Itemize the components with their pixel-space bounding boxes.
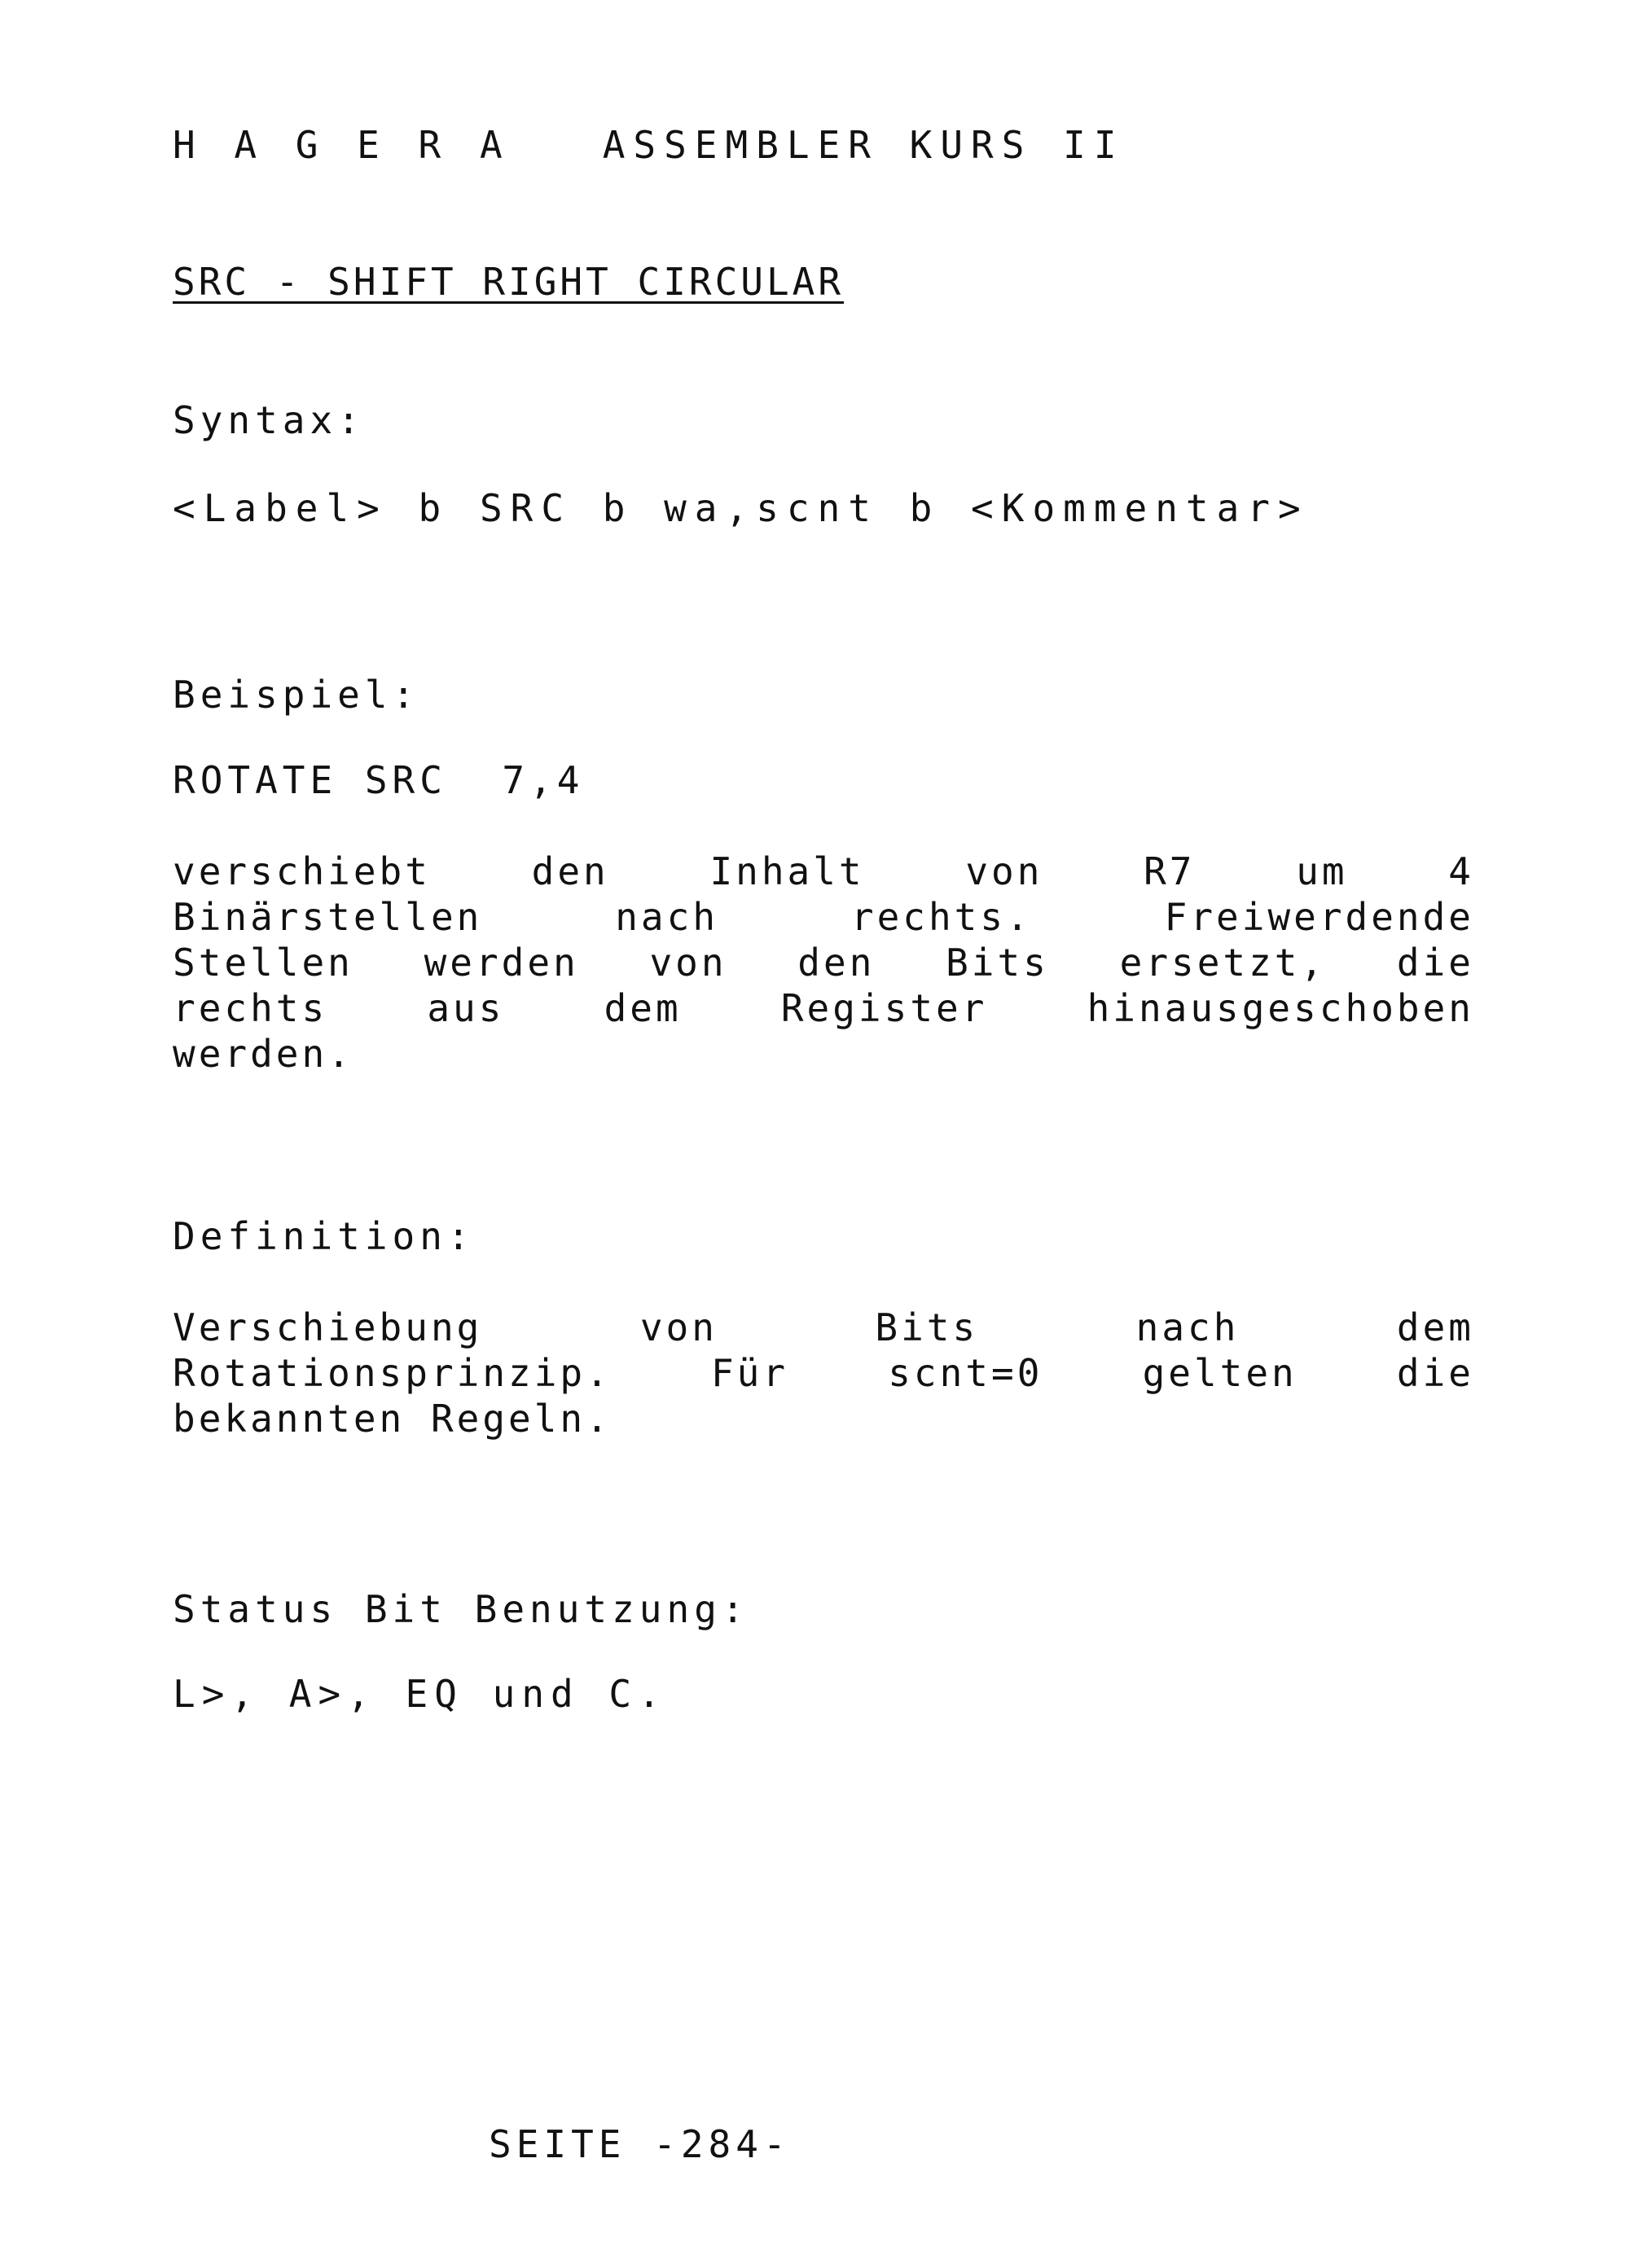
definition-label: Definition:	[173, 1214, 475, 1258]
example-description-line: werden.	[173, 1032, 353, 1076]
page-header: H A G E R A ASSEMBLER KURS II	[173, 123, 1125, 167]
example-description	[173, 849, 1474, 1077]
definition-description-line: Verschiebung von Bits nach dem	[173, 1305, 1474, 1349]
example-description-line: rechts aus dem Register hinausgeschoben	[173, 986, 1474, 1030]
example-description-line: verschiebt den Inhalt von R7 um 4	[173, 849, 1474, 893]
syntax-line: <Label> b SRC b wa,scnt b <Kommentar>	[173, 486, 1309, 530]
syntax-label: Syntax:	[173, 398, 365, 442]
definition-description	[173, 1305, 1474, 1441]
example-description-line: Binärstellen nach rechts. Freiwerdende	[173, 895, 1474, 939]
example-label: Beispiel:	[173, 673, 420, 717]
section-title: SRC - SHIFT RIGHT CIRCULAR	[173, 260, 845, 304]
status-bit-label: Status Bit Benutzung:	[173, 1587, 749, 1631]
example-description-line: Stellen werden von den Bits ersetzt, die	[173, 941, 1474, 985]
status-bit-value: L>, A>, EQ und C.	[173, 1672, 667, 1716]
definition-description-line: Rotationsprinzip. Für scnt=0 gelten die	[173, 1351, 1474, 1395]
example-code: ROTATE SRC 7,4	[173, 758, 585, 802]
definition-description-line: bekannten Regeln.	[173, 1397, 612, 1441]
page-number: SEITE -284-	[489, 2122, 791, 2166]
